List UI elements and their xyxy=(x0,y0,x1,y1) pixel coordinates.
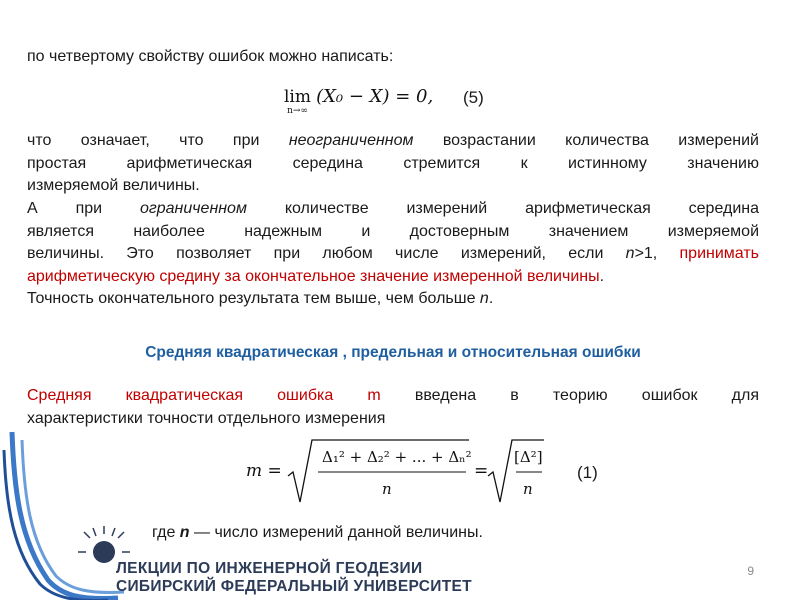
p2-line4: арифметическую средину за окончательное значение измеренной величины. xyxy=(27,267,605,285)
limit-expression: (X₀ − X) = 0, xyxy=(316,86,434,107)
paragraph-limited-measurements xyxy=(27,198,759,311)
footer-university-name: СИБИРСКИЙ ФЕДЕРАЛЬНЫЙ УНИВЕРСИТЕТ xyxy=(116,578,472,595)
formula-denominator-2: n xyxy=(523,480,533,498)
intro-text: по четвертому свойству ошибок можно написать: xyxy=(27,48,394,65)
p2-line2: является наиболее надежным и достоверным значением измеряемой xyxy=(27,222,759,240)
p2-line3: величины. Это позволяет при любом числе измерений, если n>1, принимать xyxy=(27,245,759,262)
p3-line1: Средняя квадратическая ошибка m введена в теорию ошибок для xyxy=(27,387,759,404)
p2-line5: Точность окончательного результата тем выше, чем больше n. xyxy=(27,290,494,307)
footer-course-title: ЛЕКЦИИ ПО ИНЖЕНЕРНОЙ ГЕОДЕЗИИ xyxy=(116,560,423,577)
formula-numerator-2: [Δ²] xyxy=(514,448,543,466)
lim-subscript: n→∞ xyxy=(287,106,308,116)
page-number: 9 xyxy=(747,564,754,578)
lim-symbol: lim xyxy=(284,87,311,107)
section-heading: Средняя квадратическая , предельная и относительная ошибки xyxy=(145,344,641,361)
p1-line1: что означает, что при неограниченном возрастании количества измерений xyxy=(27,132,759,149)
sun-emblem-icon xyxy=(78,526,130,563)
p1-line2: простая арифметическая середина стремится к истинному значению xyxy=(27,154,759,172)
p2-line1: А при ограниченном количестве измерений арифметическая середина xyxy=(27,200,759,217)
where-note: где n — число измерений данной величины. xyxy=(152,524,483,541)
formula-5-number: (5) xyxy=(463,88,484,107)
paragraph-mse-definition xyxy=(27,385,759,430)
sqrt-sign-1 xyxy=(286,436,471,506)
sqrt-sign-2 xyxy=(486,436,546,506)
formula-lhs: m = xyxy=(246,461,282,481)
formula-equals: = xyxy=(474,461,489,481)
formula-1-number: (1) xyxy=(577,463,598,482)
p3-line2: характеристики точности отдельного измерения xyxy=(27,409,386,427)
p1-line3: измеряемой величины. xyxy=(27,177,200,194)
formula-denominator: n xyxy=(382,480,392,498)
paragraph-limit-meaning xyxy=(27,130,759,198)
formula-5 xyxy=(284,88,433,116)
formula-1 xyxy=(246,436,546,506)
formula-numerator: Δ₁² + Δ₂² + ... + Δₙ² xyxy=(322,448,472,466)
